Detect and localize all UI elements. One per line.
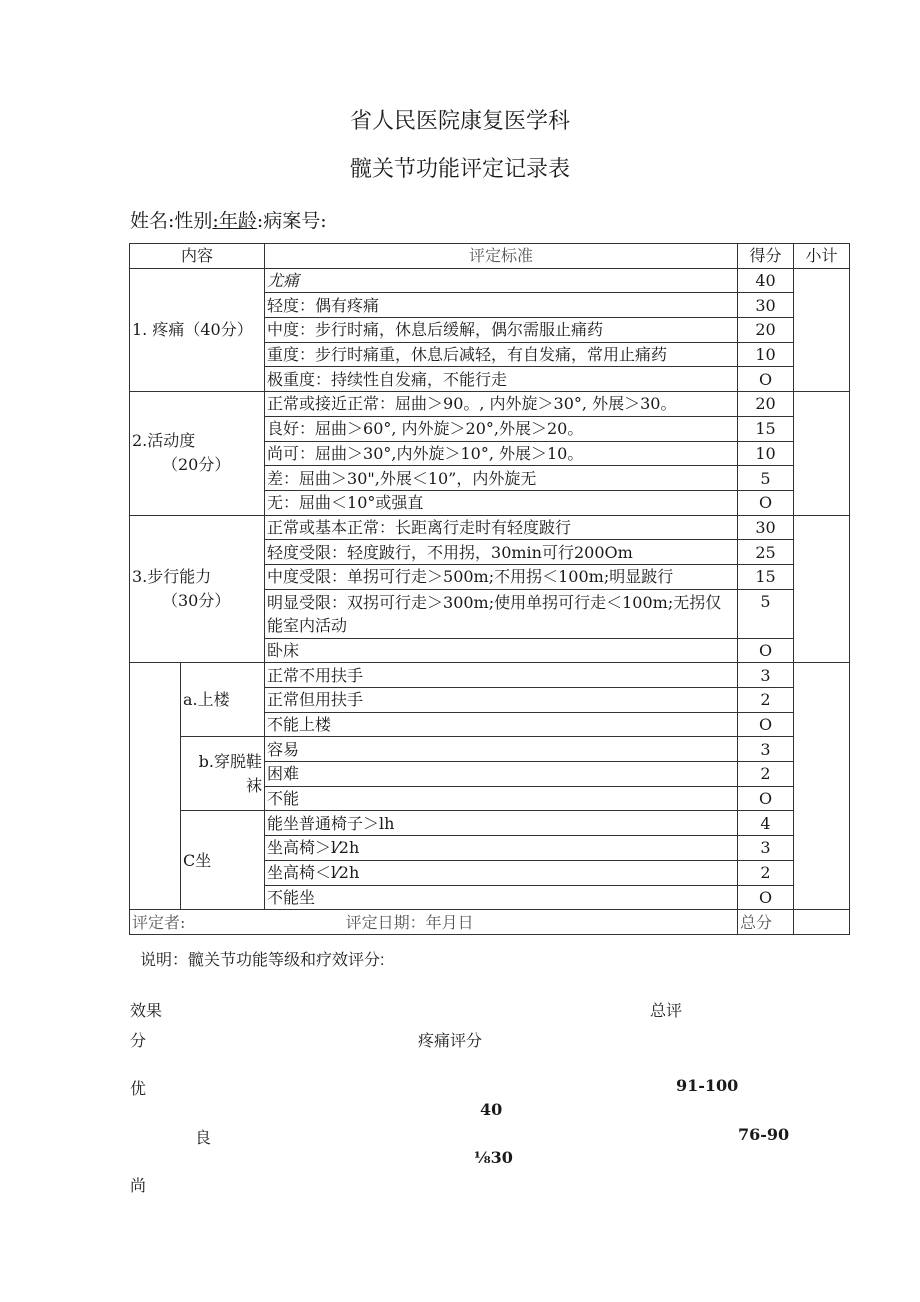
criteria-cell: 容易 <box>265 737 738 762</box>
name-label: 姓名: <box>130 210 175 232</box>
score-cell: O <box>738 638 794 663</box>
score-cell: 2 <box>738 688 794 713</box>
notes-fen: 分 <box>130 1033 147 1050</box>
record-label: 病案号: <box>263 210 327 232</box>
score-cell: 20 <box>738 392 794 417</box>
score-cell: 5 <box>738 466 794 491</box>
motion-label-text: 2.活动度 <box>132 431 196 451</box>
grade-label: 良 <box>195 1130 212 1147</box>
notes-effect: 效果 <box>130 1003 163 1020</box>
score-cell: O <box>738 786 794 811</box>
walking-points: （30分） <box>162 590 231 610</box>
grade-pain: 40 <box>480 1100 503 1119</box>
motion-points: （20分） <box>162 455 231 475</box>
score-cell: O <box>738 490 794 515</box>
criteria-cell: 正常但用扶手 <box>265 688 738 713</box>
criteria-cell: 不能 <box>265 786 738 811</box>
table-row <box>130 663 850 688</box>
form-title: 髋关节功能评定记录表 <box>349 157 570 182</box>
assessor-label: 评定者: <box>132 912 186 932</box>
subtotal-cell[interactable] <box>794 268 850 391</box>
score-cell: 15 <box>738 416 794 441</box>
sitting-label: C坐 <box>181 811 265 910</box>
header-content: 内容 <box>130 244 265 269</box>
criteria-cell: 能坐普通椅子＞lh <box>265 811 738 836</box>
subtotal-cell[interactable] <box>794 392 850 515</box>
score-cell: 3 <box>738 737 794 762</box>
subtotal-cell[interactable] <box>794 515 850 663</box>
grade-range: 91-100 <box>676 1076 739 1095</box>
score-cell: 2 <box>738 762 794 787</box>
table-row <box>130 737 850 762</box>
criteria-cell: 轻度：偶有疼痛 <box>265 293 738 318</box>
grade-pain: ⅛30 <box>474 1148 513 1167</box>
age-label: 年龄 <box>218 210 257 232</box>
sex-label: 性别 <box>174 210 213 232</box>
criteria-cell: 正常或接近正常：屈曲＞90。, 内外旋＞30°, 外展＞30。 <box>265 392 738 417</box>
score-cell: 3 <box>738 836 794 861</box>
score-cell: O <box>738 712 794 737</box>
patient-info <box>130 206 327 233</box>
criteria-cell: 卧床 <box>265 638 738 663</box>
criteria-cell: 不能坐 <box>265 885 738 910</box>
score-cell: 30 <box>738 515 794 540</box>
criteria-cell: 重度：步行时痛重，休息后减轻，有自发痛，常用止痛药 <box>265 342 738 367</box>
score-cell: 20 <box>738 318 794 343</box>
header-subtotal: 小计 <box>794 244 850 269</box>
table-row <box>130 515 850 540</box>
grade-range: 76-90 <box>738 1125 790 1144</box>
score-cell: O <box>738 367 794 392</box>
table-header <box>130 244 850 269</box>
criteria-cell: 不能上楼 <box>265 712 738 737</box>
grade-label: 优 <box>130 1081 147 1098</box>
total-cell[interactable] <box>794 910 850 935</box>
criteria-cell: 明显受限：双拐可行走＞300m;使用单拐可行走＜100m;无拐仅能室内活动 <box>265 589 738 638</box>
score-cell: 40 <box>738 268 794 293</box>
motion-label <box>130 392 265 515</box>
criteria-cell: 无：屈曲＜10°或强直 <box>265 490 738 515</box>
score-cell: 5 <box>738 589 794 638</box>
score-cell: 30 <box>738 293 794 318</box>
footer-cell <box>130 910 738 935</box>
criteria-cell: 良好：屈曲＞60°, 内外旋＞20°,外展＞20。 <box>265 416 738 441</box>
table-row <box>130 268 850 293</box>
shoes-label: b.穿脱鞋袜 <box>181 737 265 811</box>
walking-label <box>130 515 265 663</box>
criteria-cell: 正常不用扶手 <box>265 663 738 688</box>
score-cell: 25 <box>738 540 794 565</box>
criteria-cell: 困难 <box>265 762 738 787</box>
criteria-cell: 尚可：屈曲＞30°,内外旋＞10°, 外展＞10。 <box>265 441 738 466</box>
criteria-cell: 轻度受限：轻度跛行，不用拐，30min可行200Om <box>265 540 738 565</box>
score-cell: 3 <box>738 663 794 688</box>
notes-pain-score: 疼痛评分 <box>418 1033 483 1050</box>
grade-label: 尚 <box>130 1178 147 1195</box>
criteria-cell: 尤痛 <box>265 268 738 293</box>
walking-label-text: 3.步行能力 <box>132 566 212 586</box>
score-cell: 2 <box>738 860 794 885</box>
score-cell: 4 <box>738 811 794 836</box>
table-footer <box>130 910 850 935</box>
score-cell: 10 <box>738 342 794 367</box>
stairs-label: a.上楼 <box>181 663 265 737</box>
function-group-cell <box>130 663 181 910</box>
sex-separator: : <box>212 210 219 232</box>
score-cell: 10 <box>738 441 794 466</box>
criteria-cell: 坐高椅＞l⁄2h <box>265 836 738 861</box>
criteria-cell: 差：屈曲＞30",外展＜10”，内外旋无 <box>265 466 738 491</box>
assessment-table <box>129 243 850 935</box>
header-criteria: 评定标准 <box>265 244 738 269</box>
header-score: 得分 <box>738 244 794 269</box>
criteria-cell: 正常或基本正常：长距离行走时有轻度跛行 <box>265 515 738 540</box>
table-row <box>130 392 850 417</box>
criteria-cell: 中度受限：单拐可行走＞500m;不用拐＜100m;明显跛行 <box>265 564 738 589</box>
criteria-cell: 坐高椅＜l⁄2h <box>265 860 738 885</box>
score-cell: O <box>738 885 794 910</box>
score-cell: 15 <box>738 564 794 589</box>
criteria-cell: 中度：步行时痛，休息后缓解，偶尔需服止痛药 <box>265 318 738 343</box>
date-label: 评定日期：年月日 <box>345 912 474 932</box>
subtotal-cell[interactable] <box>794 663 850 910</box>
page-title: 省人民医院康复医学科 <box>349 109 570 134</box>
criteria-cell: 极重度：持续性自发痛，不能行走 <box>265 367 738 392</box>
age-separator: : <box>256 210 264 232</box>
table-row <box>130 811 850 836</box>
notes-caption: 说明：髋关节功能等级和疗效评分: <box>140 952 385 969</box>
notes-total-score: 总评 <box>650 1003 683 1020</box>
total-label: 总分 <box>738 910 794 935</box>
pain-label: 1. 疼痛（40分） <box>130 268 265 391</box>
